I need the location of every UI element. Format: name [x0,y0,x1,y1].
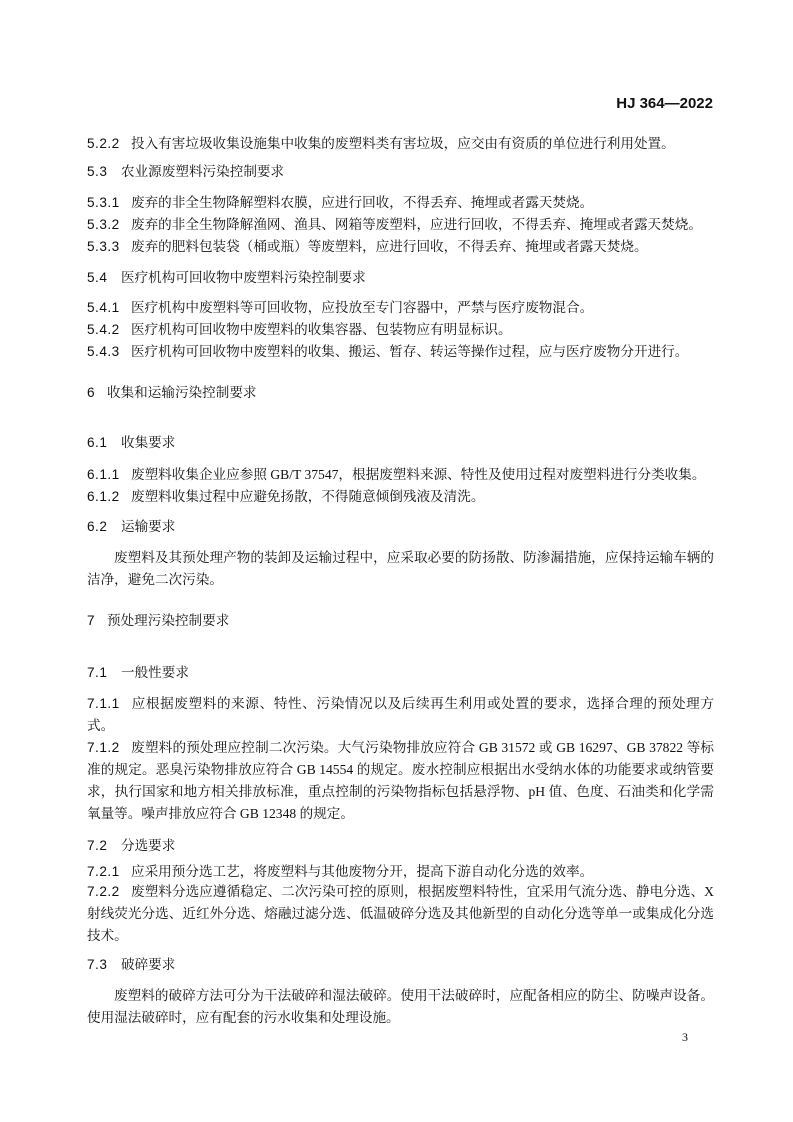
heading-6-2 [87,516,714,538]
clause-text: 医疗机构中废塑料等可回收物，应投放至专门容器中，严禁与医疗废物混合。 [131,300,594,315]
clause-5-3-1 [87,192,714,214]
clause-7-1-2 [87,737,714,825]
clause-text: 废塑料收集企业应参照 GB/T 37547，根据废塑料来源、特性及使用过程对废塑料进行分类收集。 [131,467,706,482]
heading-number: 5.4 [87,270,108,285]
standard-code-header: HJ 364—2022 [616,95,713,112]
clause-text: 废弃的肥料包装袋（桶或瓶）等废塑料，应进行回收，不得丢弃、掩埋或者露天焚烧。 [131,239,648,254]
clause-text: 废塑料收集过程中应避免扬散，不得随意倾倒残液及清洗。 [131,489,485,504]
clause-text: 应根据废塑料的来源、特性、污染情况以及后续再生利用或处置的要求，选择合理的预处理方式。 [87,696,714,733]
heading-6-1 [87,432,714,454]
clause-7-2-2 [87,881,714,947]
heading-number: 7.1 [87,665,108,680]
clause-text: 废塑料分选应遵循稳定、二次污染可控的原则，根据废塑料特性，宜采用气流分选、静电分选、X 射线荧光分选、近红外分选、熔融过滤分选、低温破碎分选及其他新型的自动化分选等单一或集成化分选技术。 [87,884,714,943]
clause-5-2-2 [87,133,714,155]
heading-text: 一般性要求 [121,665,189,680]
clause-number: 5.3.3 [87,239,120,254]
clause-number: 5.3.1 [87,195,120,210]
heading-7-3 [87,954,714,976]
heading-text: 分选要求 [121,838,176,853]
paragraph-7-3: 废塑料的破碎方法可分为干法破碎和湿法破碎。使用干法破碎时，应配备相应的防尘、防噪声设备。使用湿法破碎时，应有配套的污水收集和处理设施。 [87,988,714,1025]
clause-number: 5.3.2 [87,217,120,232]
heading-number: 7.3 [87,957,108,972]
heading-text: 运输要求 [121,519,176,534]
heading-number: 7.2 [87,838,108,853]
heading-5-4 [87,267,714,289]
clause-text: 应采用预分选工艺，将废塑料与其他废物分开，提高下游自动化分选的效率。 [131,864,594,879]
heading-7-2 [87,835,714,857]
chapter-number: 6 [87,385,96,400]
clause-text: 医疗机构可回收物中废塑料的收集、搬运、暂存、转运等操作过程，应与医疗废物分开进行。 [131,344,689,359]
heading-text: 医疗机构可回收物中废塑料污染控制要求 [121,270,366,285]
clause-text: 投入有害垃圾收集设施集中收集的废塑料类有害垃圾，应交由有资质的单位进行利用处置。 [131,136,675,151]
clause-text: 废弃的非全生物降解塑料农膜，应进行回收，不得丢弃、掩埋或者露天焚烧。 [131,195,594,210]
heading-5-3 [87,161,714,183]
clause-number: 6.1.1 [87,467,120,482]
clause-5-3-3 [87,236,714,258]
clause-5-4-1 [87,297,714,319]
chapter-title: 预处理污染控制要求 [107,613,230,628]
chapter-title: 收集和运输污染控制要求 [107,385,257,400]
heading-number: 6.1 [87,435,108,450]
clause-7-2-1 [87,861,714,883]
heading-7-1 [87,662,714,684]
clause-6-1-1 [87,464,714,486]
clause-text: 废塑料的预处理应控制二次污染。大气污染物排放应符合 GB 31572 或 GB 16297、GB 37822 等标准的规定。恶臭污染物排放应符合 GB 14554 的规定。废水控制应根据出水受纳水体的功能要求或纳管要求，执行国家和地方相关排放标准，重点控制的污染物指标包括悬浮物、pH 值、色度、石油类和化学需氧量等。噪声排放应符合 GB 12348 的规定。 [87,740,714,821]
heading-number: 6.2 [87,519,108,534]
clause-number: 6.1.2 [87,489,120,504]
chapter-number: 7 [87,613,96,628]
heading-text: 收集要求 [121,435,176,450]
clause-number: 7.2.2 [87,884,120,899]
clause-text: 医疗机构可回收物中废塑料的收集容器、包装物应有明显标识。 [131,322,512,337]
clause-number: 7.2.1 [87,864,120,879]
clause-number: 5.4.2 [87,322,120,337]
chapter-7-heading [87,610,714,632]
clause-number: 7.1.2 [87,740,120,755]
clause-5-4-2 [87,319,714,341]
clause-number: 5.4.3 [87,344,120,359]
clause-number: 7.1.1 [87,696,120,711]
heading-text: 破碎要求 [121,957,176,972]
clause-6-1-2 [87,486,714,508]
clause-5-3-2 [87,214,714,236]
clause-7-1-1 [87,693,714,737]
page-number: 3 [682,1030,688,1044]
paragraph-6-2: 废塑料及其预处理产物的装卸及运输过程中，应采取必要的防扬散、防渗漏措施，应保持运输车辆的洁净，避免二次污染。 [87,550,714,587]
heading-number: 5.3 [87,164,108,179]
clause-number: 5.4.1 [87,300,120,315]
clause-5-4-3 [87,341,714,363]
chapter-6-heading [87,382,714,404]
clause-text: 废弃的非全生物降解渔网、渔具、网箱等废塑料，应进行回收，不得丢弃、掩埋或者露天焚烧。 [131,217,702,232]
heading-text: 农业源废塑料污染控制要求 [121,164,285,179]
clause-number: 5.2.2 [87,136,120,151]
